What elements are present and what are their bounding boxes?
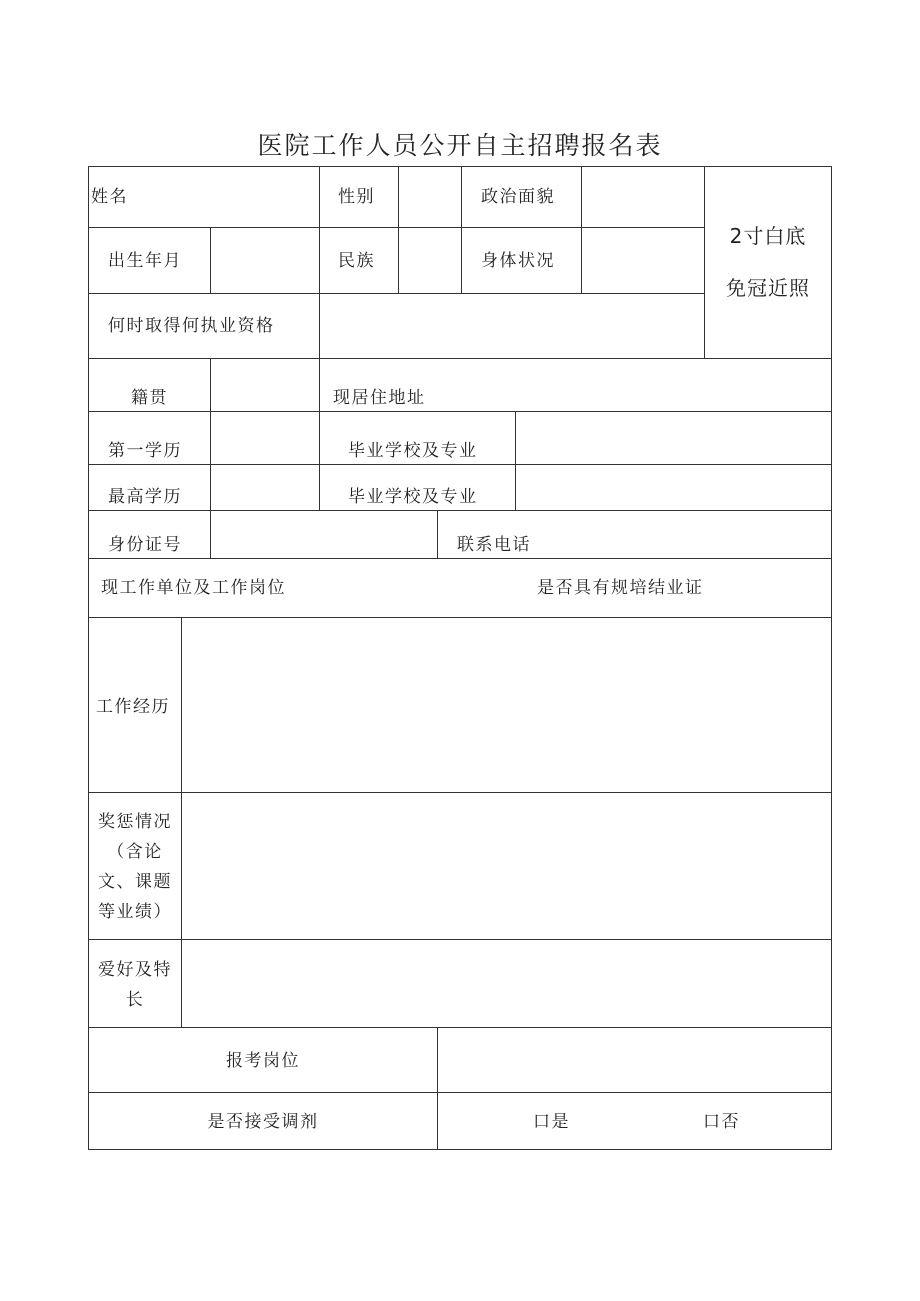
highest-degree-label: 最高学历 (108, 487, 182, 507)
grid-line (88, 227, 704, 228)
grid-line (398, 166, 399, 293)
native-place-label: 籍贯 (131, 388, 168, 408)
grid-line (88, 1027, 832, 1028)
awards-label-line3: 文、课题 (98, 872, 172, 892)
grid-line (88, 1092, 832, 1093)
phone-label: 联系电话 (457, 535, 531, 555)
grid-line (88, 411, 832, 412)
grid-line (88, 617, 832, 618)
awards-label-line1: 奖惩情况 (98, 812, 172, 832)
position-label: 报考岗位 (226, 1051, 300, 1071)
first-school-label: 毕业学校及专业 (348, 441, 478, 461)
address-label: 现居住地址 (333, 388, 426, 408)
residency-cert-label: 是否具有规培结业证 (537, 578, 704, 598)
gender-label: 性别 (338, 187, 375, 207)
birth-date-label: 出生年月 (108, 251, 182, 271)
grid-line (88, 358, 832, 359)
grid-line (88, 293, 704, 294)
grid-line (831, 166, 832, 1150)
grid-line (319, 166, 320, 358)
grid-line (88, 1149, 832, 1150)
option-yes-checkbox[interactable]: 口是 (533, 1112, 570, 1132)
id-number-label: 身份证号 (108, 535, 182, 555)
option-no-checkbox[interactable]: 口否 (703, 1112, 740, 1132)
grid-line (319, 358, 320, 510)
grid-line (461, 166, 462, 293)
awards-label-line2: （含论 (107, 842, 163, 862)
photo-placeholder-line1: 2寸白底 (729, 224, 807, 248)
grid-line (437, 510, 438, 558)
work-history-label: 工作经历 (96, 697, 170, 717)
grid-line (181, 617, 182, 1027)
first-degree-label: 第一学历 (108, 441, 182, 461)
accept-transfer-label: 是否接受调剂 (207, 1112, 319, 1132)
grid-line (210, 358, 211, 558)
grid-line (88, 166, 832, 167)
name-label: 姓名 (91, 187, 128, 207)
health-status-label: 身体状况 (481, 251, 555, 271)
grid-line (210, 227, 211, 293)
grid-line (515, 411, 516, 510)
awards-label-line4: 等业绩） (98, 902, 172, 922)
political-status-label: 政治面貌 (481, 187, 555, 207)
grid-line (581, 166, 582, 293)
highest-school-label: 毕业学校及专业 (348, 487, 478, 507)
license-label: 何时取得何执业资格 (108, 316, 275, 336)
grid-line (88, 792, 832, 793)
grid-line (88, 464, 832, 465)
ethnicity-label: 民族 (338, 251, 375, 271)
grid-line (88, 510, 832, 511)
grid-line (88, 558, 832, 559)
grid-line (437, 1027, 438, 1149)
hobbies-label-line1: 爱好及特 (98, 960, 172, 980)
photo-placeholder-line2: 免冠近照 (726, 276, 810, 300)
work-unit-label: 现工作单位及工作岗位 (101, 578, 286, 598)
form-title: 医院工作人员公开自主招聘报名表 (257, 131, 663, 160)
grid-line (88, 939, 832, 940)
hobbies-label-line2: 长 (125, 990, 145, 1010)
